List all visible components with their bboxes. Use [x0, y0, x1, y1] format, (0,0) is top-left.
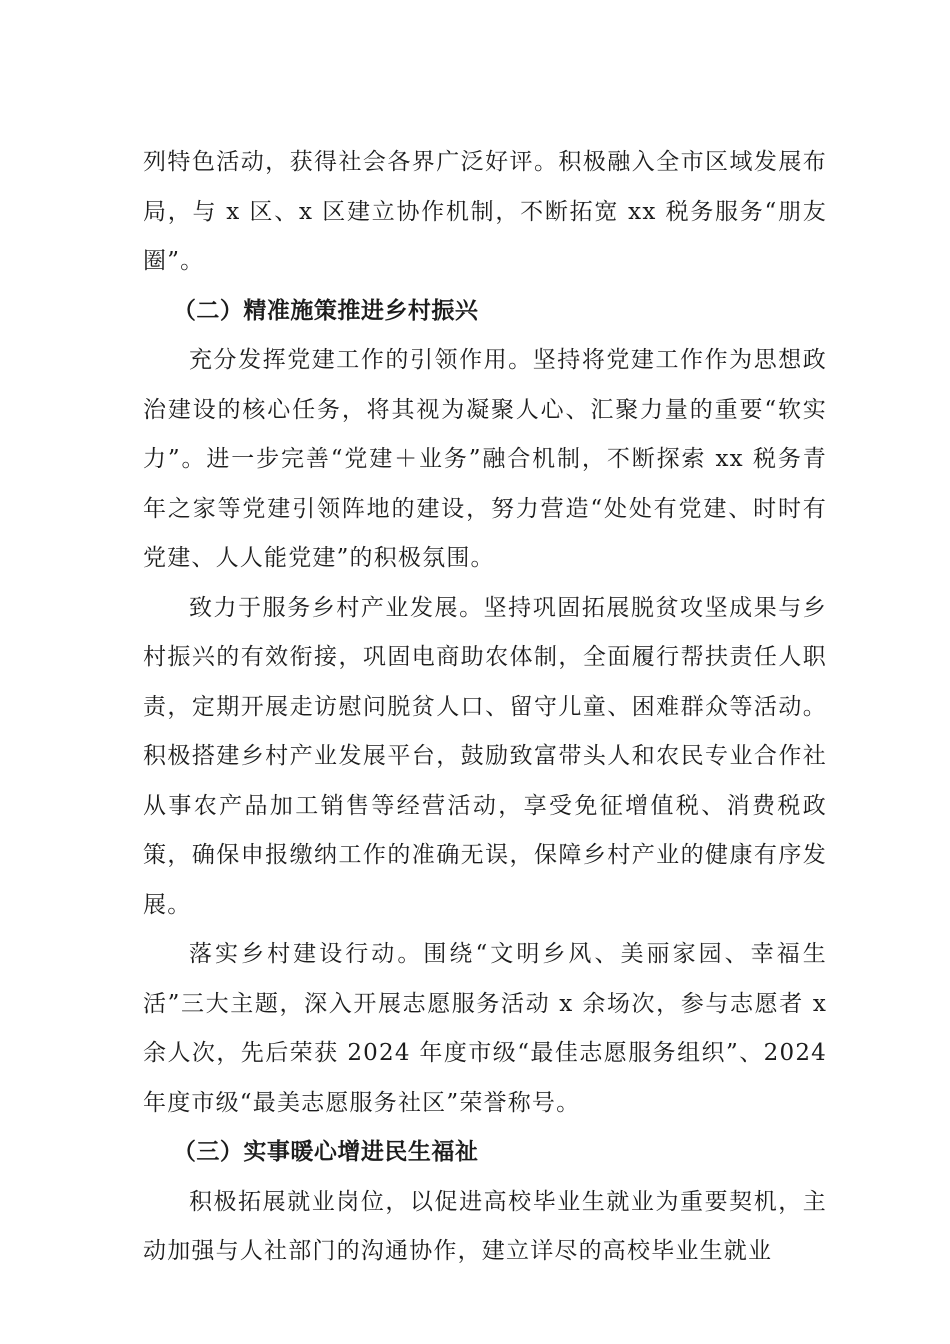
section-heading-rural-revitalization: （二）精准施策推进乡村振兴 — [172, 297, 479, 324]
paragraph-rural-construction: 落实乡村建设行动。围绕“文明乡风、美丽家园、幸福生活”三大主题，深入开展志愿服务活动 x 余场次，参与志愿者 x 余人次，先后荣获 2024 年度市级“最佳志愿服务组织”、2024 年度市级“最美志愿服务社区”荣誉称号。 — [143, 941, 827, 1116]
section-heading-livelihood: （三）实事暖心增进民生福祉 — [172, 1139, 479, 1165]
paragraph-party-building: 充分发挥党建工作的引领作用。坚持将党建工作作为思想政治建设的核心任务，将其视为凝聚人心、汇聚力量的重要“软实力”。进一步完善“党建＋业务”融合机制，不断探索 xx 税务青年之家等党建引领阵地的建设，努力营造“处处有党建、时时有党建、人人能党建”的积极氛围。 — [143, 347, 827, 571]
paragraph-rural-industry: 致力于服务乡村产业发展。坚持巩固拓展脱贫攻坚成果与乡村振兴的有效衔接，巩固电商助农体制，全面履行帮扶责任人职责，定期开展走访慰问脱贫人口、留守儿童、困难群众等活动。积极搭建乡村产业发展平台，鼓励致富带头人和农民专业合作社从事农产品加工销售等经营活动，享受免征增值税、消费税政策，确保申报缴纳工作的准确无误，保障乡村产业的健康有序发展。 — [143, 594, 827, 918]
paragraph-continuation: 列特色活动，获得社会各界广泛好评。积极融入全市区域发展布局，与 x 区、x 区建立协作机制，不断拓宽 xx 税务服务“朋友圈”。 — [143, 149, 827, 274]
paragraph-employment: 积极拓展就业岗位，以促进高校毕业生就业为重要契机，主动加强与人社部门的沟通协作，建立详尽的高校毕业生就业 — [143, 1188, 827, 1264]
document-body — [143, 138, 827, 1277]
